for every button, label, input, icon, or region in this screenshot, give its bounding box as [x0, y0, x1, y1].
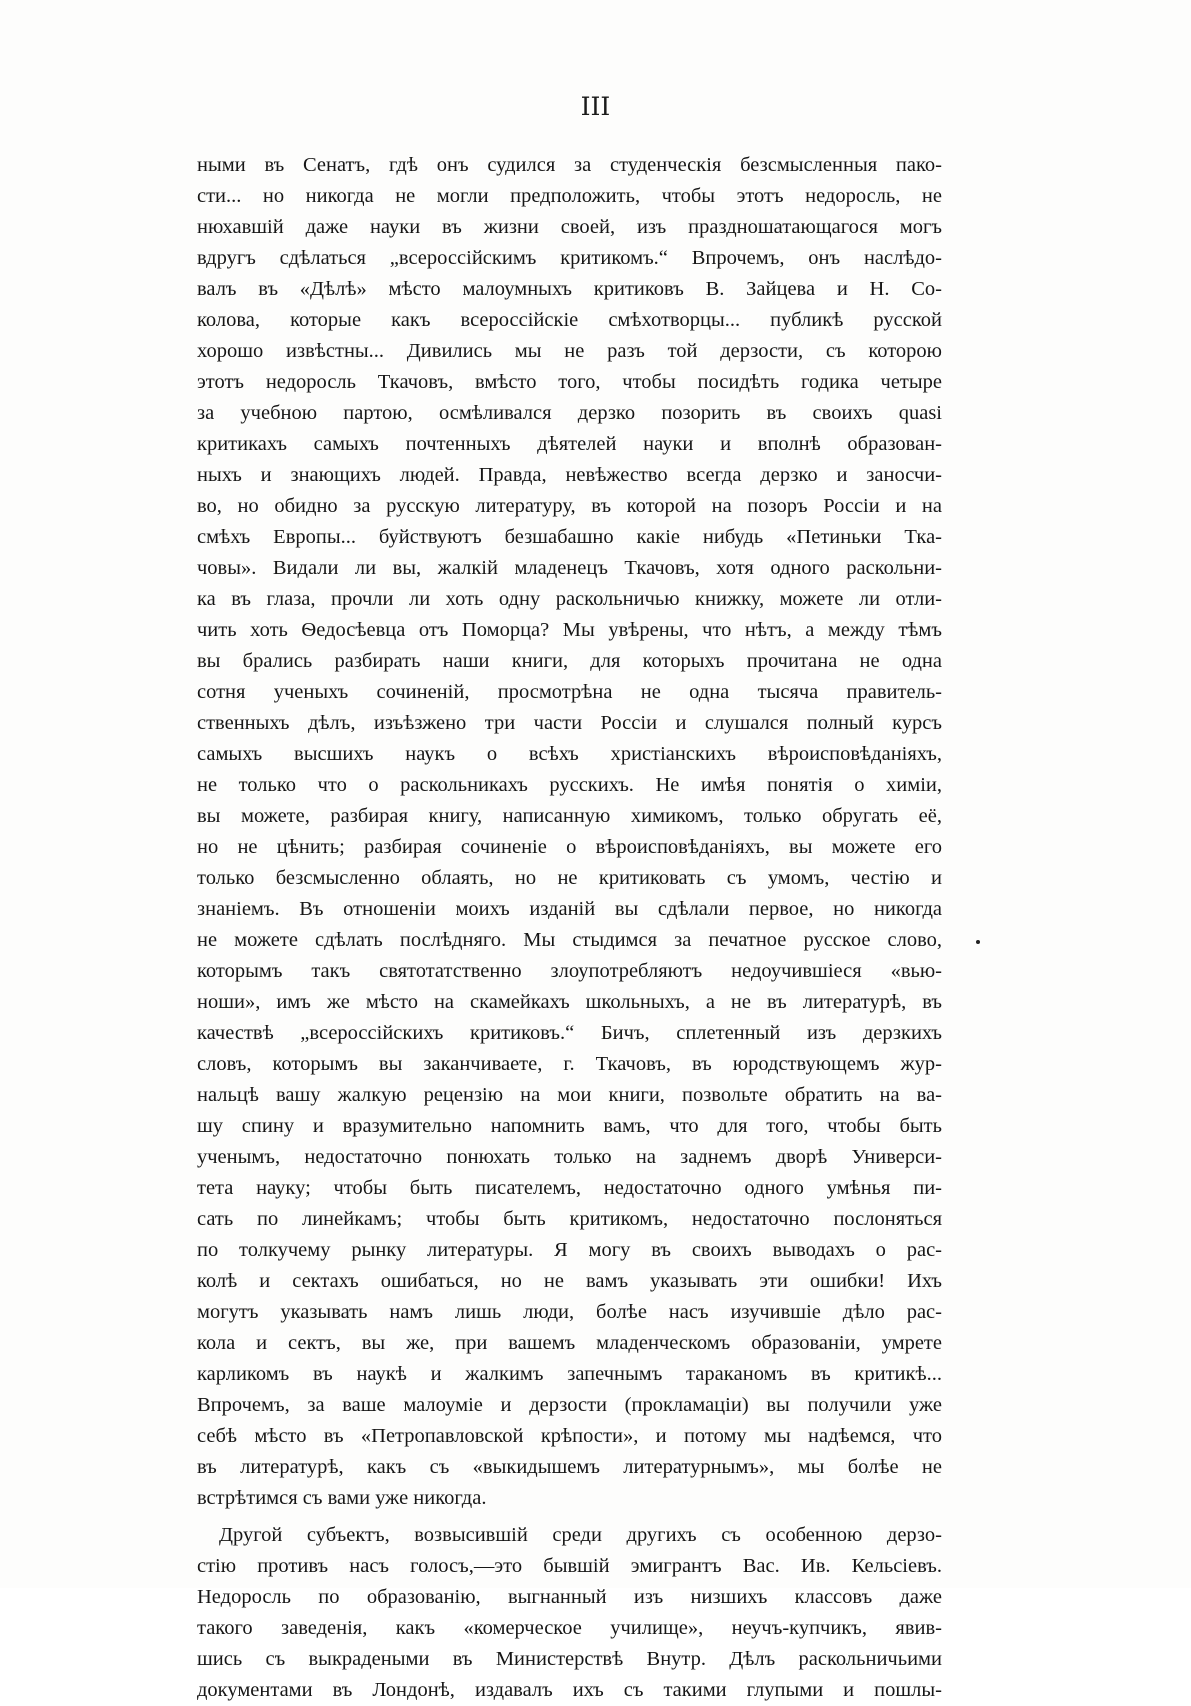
text-line: только безсмысленно облаять, но не критиковать съ умомъ, честію и: [197, 867, 942, 889]
text-line: но не цѣнить; разбирая сочиненіе о вѣроисповѣданіяхъ, вы можете его: [197, 836, 942, 858]
text-line: не только что о раскольникахъ русскихъ. Не имѣя понятія о химіи,: [197, 774, 942, 796]
text-line: ученымъ, недостаточно понюхать только на заднемъ дворѣ Универси-: [197, 1146, 942, 1168]
text-line: колѣ и сектахъ ошибаться, но не вамъ указывать эти ошибки! Ихъ: [197, 1270, 942, 1292]
text-line: кола и сектъ, вы же, при вашемъ младенческомъ образованіи, умрете: [197, 1332, 942, 1354]
text-line: въ литературѣ, какъ съ «выкидышемъ литературнымъ», мы болѣе не: [197, 1456, 942, 1478]
text-line: словъ, которымъ вы заканчиваете, г. Ткачовъ, въ юродствующемъ жур-: [197, 1053, 942, 1075]
text-line: стію противъ насъ голосъ,—это бывшій эмигрантъ Вас. Ив. Кельсіевъ.: [197, 1555, 942, 1577]
text-line: ственныхъ дѣлъ, изъѣзжено три части Россіи и слушался полный курсъ: [197, 712, 942, 734]
text-line: которымъ такъ святотатственно злоупотребляютъ недоучившіеся «вью-: [197, 960, 942, 982]
ink-speck: [976, 940, 980, 944]
text-line: критикахъ самыхъ почтенныхъ дѣятелей науки и вполнѣ образован-: [197, 433, 942, 455]
text-line: этотъ недоросль Ткачовъ, вмѣсто того, чтобы посидѣть годика четыре: [197, 371, 942, 393]
text-line: встрѣтимся съ вами уже никогда.: [197, 1487, 487, 1509]
text-line: хорошо извѣстны... Дивились мы не разъ той дерзости, съ которою: [197, 340, 942, 362]
text-line: смѣхъ Европы... буйствуютъ безшабашно какіе нибудь «Петиньки Тка-: [197, 526, 942, 548]
paragraph-1: [197, 150, 942, 1514]
text-line: вдругъ сдѣлаться „всероссійскимъ критикомъ.“ Впрочемъ, онъ наслѣдо-: [197, 247, 942, 269]
text-line: могутъ указывать намъ лишь люди, болѣе насъ изучившіе дѣло рас-: [197, 1301, 942, 1323]
text-line: вы можете, разбирая книгу, написанную химикомъ, только обругать её,: [197, 805, 942, 827]
text-line: качествѣ „всероссійскихъ критиковъ.“ Бичъ, сплетенный изъ дерзкихъ: [197, 1022, 942, 1044]
text-line: шу спину и вразумительно напомнить вамъ, что для того, чтобы быть: [197, 1115, 942, 1137]
body-text: [197, 150, 942, 1706]
text-line: сти... но никогда не могли предположить, чтобы этотъ недоросль, не: [197, 185, 942, 207]
text-line: Недоросль по образованію, выгнанный изъ низшихъ классовъ даже: [197, 1586, 942, 1608]
text-line: чить хоть Ѳедосѣевца отъ Поморца? Мы увѣрены, что нѣтъ, а между тѣмъ: [197, 619, 942, 641]
text-line: ныхъ и знающихъ людей. Правда, невѣжество всегда дерзко и заносчи-: [197, 464, 942, 486]
text-line: за учебною партою, осмѣливался дерзко позорить въ своихъ quasi: [197, 402, 942, 424]
text-line: по толкучему рынку литературы. Я могу въ своихъ выводахъ о рас-: [197, 1239, 942, 1261]
text-line: човы». Видали ли вы, жалкій младенецъ Ткачовъ, хотя одного раскольни-: [197, 557, 942, 579]
text-line: колова, которые какъ всероссійскіе смѣхотворцы... публикѣ русской: [197, 309, 942, 331]
text-line: нальцѣ вашу жалкую рецензію на мои книги, позвольте обратить на ва-: [197, 1084, 942, 1106]
text-line: во, но обидно за русскую литературу, въ которой на позоръ Россіи и на: [197, 495, 942, 517]
text-line: Впрочемъ, за ваше малоуміе и дерзости (прокламаціи) вы получили уже: [197, 1394, 942, 1416]
text-line: сать по линейкамъ; чтобы быть критикомъ, недостаточно послоняться: [197, 1208, 942, 1230]
text-line: ными въ Сенатъ, гдѣ онъ судился за студенческія безсмысленныя пако-: [197, 154, 942, 176]
text-line: шись съ выкрадеными въ Министерствѣ Внутр. Дѣлъ раскольничьими: [197, 1648, 942, 1670]
text-line: знаніемъ. Въ отношеніи моихъ изданій вы сдѣлали первое, но никогда: [197, 898, 942, 920]
text-line: валъ въ «Дѣлѣ» мѣсто малоумныхъ критиковъ В. Зайцева и Н. Со-: [197, 278, 942, 300]
text-line: Другой субъектъ, возвысившій среди другихъ съ особенною дерзо-: [219, 1524, 942, 1546]
text-line: ноши», имъ же мѣсто на скамейкахъ школьныхъ, а не въ литературѣ, въ: [197, 991, 942, 1013]
text-line: себѣ мѣсто въ «Петропавловской крѣпости», и потому мы надѣемся, что: [197, 1425, 942, 1447]
text-line: такого заведенія, какъ «комерческое училище», неучъ-купчикъ, явив-: [197, 1617, 942, 1639]
text-line: вы брались разбирать наши книги, для которыхъ прочитана не одна: [197, 650, 942, 672]
text-line: нюхавшій даже науки въ жизни своей, изъ праздношатающагося могъ: [197, 216, 942, 238]
text-line: не можете сдѣлать послѣдняго. Мы стыдимся за печатное русское слово,: [197, 929, 942, 951]
text-line: документами въ Лондонѣ, издавалъ ихъ съ такими глупыми и пошлы-: [197, 1679, 942, 1701]
text-line: самыхъ высшихъ наукъ о всѣхъ христіанскихъ вѣроисповѣданіяхъ,: [197, 743, 942, 765]
text-line: карликомъ въ наукѣ и жалкимъ запечнымъ таракaномъ въ критикѣ...: [197, 1363, 942, 1385]
paragraph-2: [197, 1520, 942, 1706]
text-line: ка въ глаза, прочли ли хоть одну раскольничью книжку, можете ли отли-: [197, 588, 942, 610]
text-line: сотня ученыхъ сочиненій, просмотрѣна не одна тысяча правитель-: [197, 681, 942, 703]
page-number: III: [580, 92, 611, 121]
text-line: тета науку; чтобы быть писателемъ, недостаточно одного умѣнья пи-: [197, 1177, 942, 1199]
